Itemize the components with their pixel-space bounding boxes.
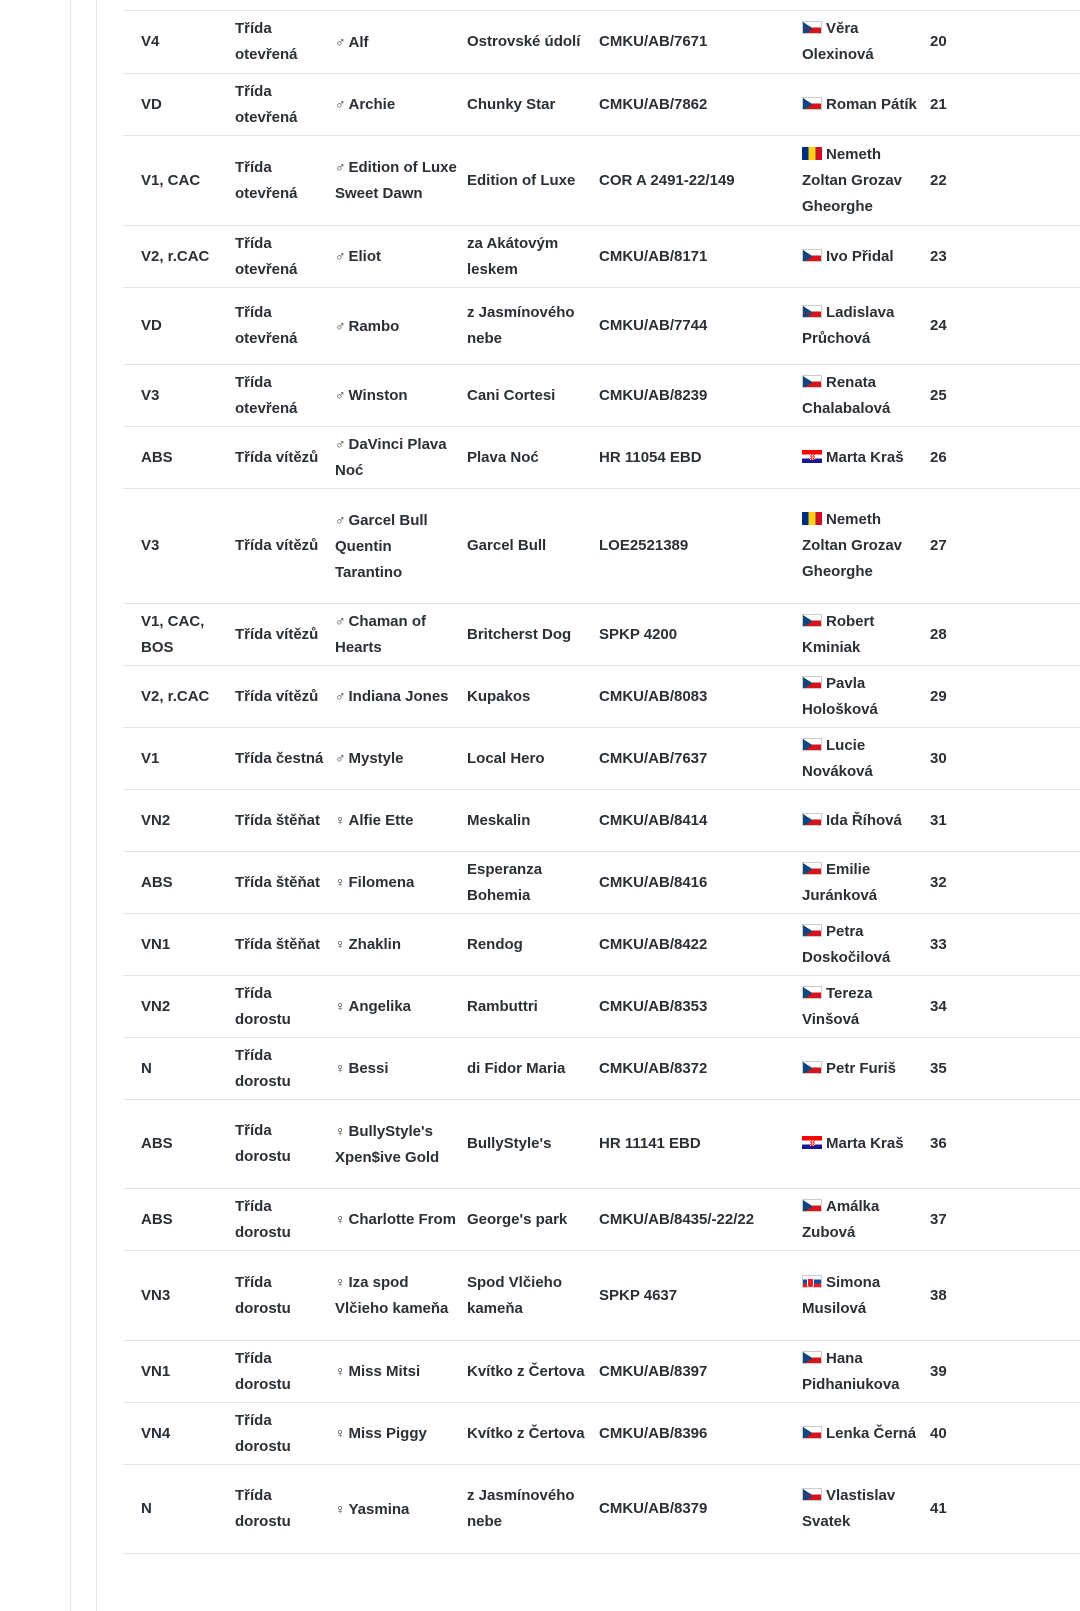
owner-cell [802,609,930,661]
cz-flag-icon [802,305,822,318]
kennel-cell: Esperanza Bohemia [467,860,543,904]
owner-name: Lucie Nováková [802,736,873,780]
cz-flag-icon [802,1488,822,1501]
registration-cell: CMKU/AB/8414 [599,811,708,829]
owner-cell [802,244,930,270]
owner-name: Nemeth Zoltan Grozav Gheorghe [802,511,903,580]
hr-flag-icon [802,1136,822,1149]
hr-flag-icon [802,450,822,463]
table-row [123,1100,1080,1189]
kennel-cell: Spod Vlčieho kameňa [467,1273,563,1317]
catalog-number-cell: 28 [930,625,947,643]
sex-icon: ♂ [335,688,346,704]
class-cell: Třída dorostu [235,1349,291,1393]
registration-cell: CMKU/AB/8435/-22/22 [599,1210,755,1228]
catalog-number-cell: 24 [930,317,947,334]
owner-name: Robert Kminiak [802,612,875,656]
table-row [123,74,1080,136]
sex-icon: ♀ [335,1274,346,1290]
owner-name: Amálka Zubová [802,1197,880,1241]
registration-cell: CMKU/AB/8171 [599,247,708,265]
kennel-cell: BullyStyle's [467,1135,552,1152]
registration-cell: CMKU/AB/8397 [599,1362,708,1380]
owner-name: Lenka Černá [826,1424,917,1442]
kennel-cell: Rendog [467,935,523,953]
owner-cell [802,507,930,585]
class-cell: Třída dorostu [235,1046,291,1090]
dog-name: DaVinci Plava Noć [335,436,447,479]
dog-cell [335,243,467,270]
dog-cell [335,1358,467,1385]
cz-flag-icon [802,21,822,34]
catalog-number-cell: 22 [930,171,947,189]
dog-name: Mystyle [348,750,404,767]
sex-icon: ♀ [335,1425,346,1441]
class-cell: Třída otevřená [235,373,298,417]
cz-flag-icon [802,813,822,826]
result-cell: V2, r.CAC [141,247,210,265]
catalog-number-cell: 23 [930,247,947,265]
sex-icon: ♂ [335,33,346,50]
owner-cell [802,808,930,834]
table-row [123,365,1080,427]
cz-flag-icon [802,614,822,627]
dog-name: Bessi [348,1060,389,1077]
dog-name: Alfie Ette [348,812,414,829]
result-cell: V4 [141,33,160,50]
dog-cell [335,1055,467,1082]
owner-cell [802,1483,930,1535]
kennel-cell: z Jasmínového nebe [467,1487,575,1530]
cz-flag-icon [802,1426,822,1439]
table-row [123,1341,1080,1403]
sex-icon: ♂ [335,317,346,334]
catalog-number-cell: 20 [930,33,947,50]
result-cell: N [141,1059,152,1077]
catalog-number-cell: 21 [930,95,947,113]
catalog-number-cell: 37 [930,1210,947,1228]
result-cell: ABS [141,873,173,891]
registration-cell: SPKP 4200 [599,625,678,643]
table-row [123,604,1080,666]
catalog-number-cell: 39 [930,1362,947,1380]
kennel-cell: Chunky Star [467,95,556,113]
table-row [123,728,1080,790]
kennel-cell: Rambuttri [467,997,538,1015]
dog-name: Filomena [348,874,415,891]
owner-name: Roman Pátík [826,95,917,113]
table-row [123,914,1080,976]
kennel-cell: Kupakos [467,687,531,705]
owner-name: Ida Říhová [826,811,902,829]
dog-cell [335,382,467,409]
dog-cell [335,745,467,772]
class-cell: Třída dorostu [235,1197,291,1241]
owner-cell [802,16,930,68]
owner-cell [802,1194,930,1246]
owner-name: Ivo Přidal [826,247,894,265]
sex-icon: ♂ [335,159,346,175]
catalog-number-cell: 31 [930,811,947,829]
sex-icon: ♂ [335,436,346,452]
kennel-cell: Local Hero [467,749,545,767]
owner-name: Tereza Vinšová [802,984,873,1028]
owner-name: Petra Doskočilová [802,922,891,966]
dog-name: Winston [348,387,408,404]
owner-name: Marta Kraš [826,448,904,466]
cz-flag-icon [802,676,822,689]
class-cell: Třída dorostu [235,984,291,1028]
table-row [123,11,1080,74]
catalog-number-cell: 41 [930,1500,947,1517]
dog-cell [335,931,467,958]
owner-name: Pavla Hološková [802,674,878,718]
registration-cell: HR 11141 EBD [599,1135,701,1152]
registration-cell: CMKU/AB/8353 [599,997,708,1015]
kennel-cell: Kvítko z Čertova [467,1362,585,1380]
dog-name: Eliot [348,248,381,265]
class-cell: Třída otevřená [235,82,298,126]
sex-icon: ♀ [335,936,346,952]
dog-cell [335,1420,467,1447]
sex-icon: ♂ [335,387,346,403]
registration-cell: CMKU/AB/8422 [599,935,708,953]
owner-name: Vlastislav Svatek [802,1487,896,1530]
dog-name: Zhaklin [348,936,402,953]
class-cell: Třída vítězů [235,537,319,554]
registration-cell: CMKU/AB/7744 [599,317,708,334]
results-table [123,10,1080,1554]
result-cell: V1, CAC, BOS [141,612,205,656]
table-row [123,226,1080,288]
cz-flag-icon [802,1061,822,1074]
owner-cell [802,733,930,785]
class-cell: Třída dorostu [235,1411,291,1455]
dog-name: Garcel Bull Quentin Tarantino [335,511,428,581]
dog-cell [335,1206,467,1233]
class-cell: Třída dorostu [235,1487,291,1530]
cz-flag-icon [802,1351,822,1364]
dog-cell [335,993,467,1020]
owner-cell [802,300,930,352]
dog-cell [335,29,467,56]
owner-cell [802,445,930,471]
dog-cell [335,431,467,484]
result-cell: VN3 [141,1286,171,1304]
result-cell: N [141,1500,152,1517]
class-cell: Třída dorostu [235,1122,291,1165]
catalog-number-cell: 35 [930,1059,947,1077]
result-cell: V3 [141,386,160,404]
table-row [123,427,1080,489]
class-cell: Třída otevřená [235,304,298,347]
sex-icon: ♂ [335,750,346,766]
dog-cell [335,91,467,118]
owner-cell [802,671,930,723]
table-row [123,489,1080,604]
dog-name: Archie [348,96,396,113]
table-row [123,666,1080,728]
sex-icon: ♀ [335,998,346,1014]
cz-flag-icon [802,738,822,751]
class-cell: Třída štěňat [235,873,321,891]
table-row [123,1465,1080,1554]
catalog-number-cell: 36 [930,1135,947,1152]
owner-cell [802,1056,930,1082]
registration-cell: CMKU/AB/7671 [599,33,708,50]
dog-name: Miss Mitsi [348,1363,421,1380]
result-cell: ABS [141,448,173,466]
result-cell: VN4 [141,1424,171,1442]
table-row [123,136,1080,226]
owner-name: Emilie Juránková [802,860,878,904]
kennel-cell: Plava Noć [467,448,539,466]
sex-icon: ♀ [335,1363,346,1379]
class-cell: Třída dorostu [235,1273,291,1317]
sex-icon: ♀ [335,874,346,890]
catalog-number-cell: 27 [930,537,947,554]
sex-icon: ♂ [335,613,346,629]
dog-name: Charlotte From [348,1211,457,1228]
owner-cell [802,92,930,118]
dog-cell [335,1269,467,1322]
kennel-cell: Britcherst Dog [467,625,572,643]
cz-flag-icon [802,1199,822,1212]
kennel-cell: z Jasmínového nebe [467,304,575,347]
sex-icon: ♂ [335,248,346,264]
class-cell: Třída štěňat [235,935,321,953]
registration-cell: CMKU/AB/8416 [599,873,708,891]
table-row [123,790,1080,852]
table-row [123,976,1080,1038]
table-row [123,852,1080,914]
class-cell: Třída vítězů [235,448,319,466]
ro-flag-icon [802,512,822,525]
registration-cell: HR 11054 EBD [599,448,702,466]
table-row [123,1251,1080,1341]
cz-flag-icon [802,249,822,262]
class-cell: Třída štěňat [235,811,321,829]
class-cell: Třída vítězů [235,625,319,643]
result-cell: VD [141,317,162,334]
owner-cell [802,981,930,1033]
owner-cell [802,857,930,909]
result-cell: VN2 [141,997,171,1015]
registration-cell: COR A 2491-22/149 [599,171,735,189]
catalog-number-cell: 34 [930,997,947,1015]
dog-name: Edition of Luxe Sweet Dawn [335,159,457,202]
dog-cell [335,869,467,896]
cz-flag-icon [802,97,822,110]
kennel-cell: Cani Cortesi [467,386,556,404]
sex-icon: ♀ [335,1211,346,1227]
dog-name: Chaman of Hearts [335,613,427,656]
kennel-cell: Ostrovské údolí [467,33,581,50]
result-cell: V1, CAC [141,171,201,189]
class-cell: Třída otevřená [235,20,298,63]
class-cell: Třída otevřená [235,234,298,278]
result-cell: VN2 [141,811,171,829]
dog-name: BullyStyle's Xpen$ive Gold [335,1122,440,1166]
owner-cell [802,1421,930,1447]
owner-name: Marta Kraš [826,1135,904,1152]
kennel-cell: za Akátovým leskem [467,234,559,278]
sk-flag-icon [802,1275,822,1288]
owner-name: Renata Chalabalová [802,373,891,417]
kennel-cell: George's park [467,1210,568,1228]
dog-name: Miss Piggy [348,1425,427,1442]
catalog-number-cell: 40 [930,1424,947,1442]
registration-cell: CMKU/AB/8372 [599,1059,708,1077]
owner-name: Věra Olexinová [802,20,874,63]
dog-cell [335,1118,467,1171]
cz-flag-icon [802,924,822,937]
dog-name: Iza spod Vlčieho kameňa [335,1274,449,1317]
table-row [123,288,1080,365]
catalog-number-cell: 26 [930,448,947,466]
registration-cell: SPKP 4637 [599,1286,678,1304]
catalog-number-cell: 32 [930,873,947,891]
dog-name: Rambo [348,317,400,335]
dog-cell [335,807,467,834]
sex-icon: ♂ [335,96,346,112]
owner-cell [802,919,930,971]
owner-cell [802,1131,930,1157]
dog-name: Angelika [348,998,412,1015]
owner-cell [802,1270,930,1322]
kennel-cell: Edition of Luxe [467,171,576,189]
class-cell: Třída otevřená [235,158,298,202]
registration-cell: LOE2521389 [599,537,689,554]
registration-cell: CMKU/AB/8379 [599,1500,708,1517]
kennel-cell: Kvítko z Čertova [467,1424,585,1442]
owner-name: Hana Pidhaniukova [802,1349,900,1393]
sex-icon: ♂ [335,511,346,528]
dog-name: Indiana Jones [348,688,449,705]
sex-icon: ♀ [335,1060,346,1076]
result-cell: V3 [141,537,160,554]
left-border-line [70,0,71,1611]
dog-name: Alf [348,33,369,51]
kennel-cell: Meskalin [467,811,531,829]
owner-name: Petr Furiš [826,1059,897,1077]
dog-cell [335,154,467,207]
owner-name: Simona Musilová [802,1273,881,1317]
owner-cell [802,370,930,422]
catalog-number-cell: 25 [930,386,947,404]
dog-cell [335,683,467,710]
result-cell: ABS [141,1210,173,1228]
owner-cell [802,1346,930,1398]
cz-flag-icon [802,986,822,999]
sex-icon: ♀ [335,812,346,828]
kennel-cell: di Fidor Maria [467,1059,566,1077]
cz-flag-icon [802,375,822,388]
result-cell: VD [141,95,162,113]
table-row [123,1038,1080,1100]
kennel-cell: Garcel Bull [467,537,547,554]
registration-cell: CMKU/AB/8396 [599,1424,708,1442]
catalog-number-cell: 29 [930,687,947,705]
dog-cell [335,313,467,340]
owner-cell [802,142,930,220]
cz-flag-icon [802,862,822,875]
dog-cell [335,608,467,661]
result-cell: V2, r.CAC [141,687,210,705]
registration-cell: CMKU/AB/8239 [599,386,708,404]
registration-cell: CMKU/AB/7637 [599,749,708,767]
catalog-number-cell: 33 [930,935,947,953]
result-cell: VN1 [141,935,171,953]
dog-name: Yasmina [348,1500,410,1518]
catalog-number-cell: 30 [930,749,947,767]
registration-cell: CMKU/AB/7862 [599,95,708,113]
result-cell: V1 [141,749,160,767]
result-cell: VN1 [141,1362,171,1380]
dog-cell [335,1496,467,1523]
dog-cell [335,507,467,586]
registration-cell: CMKU/AB/8083 [599,687,708,705]
class-cell: Třída vítězů [235,687,319,705]
catalog-number-cell: 38 [930,1286,947,1304]
table-row [123,1403,1080,1465]
table-row [123,1189,1080,1251]
sex-icon: ♀ [335,1500,346,1517]
class-cell: Třída čestná [235,749,324,767]
content-border-line [96,0,97,1611]
owner-name: Nemeth Zoltan Grozav Gheorghe [802,145,903,215]
ro-flag-icon [802,147,822,160]
sex-icon: ♀ [335,1122,346,1139]
result-cell: ABS [141,1135,173,1152]
owner-name: Ladislava Průchová [802,304,895,347]
